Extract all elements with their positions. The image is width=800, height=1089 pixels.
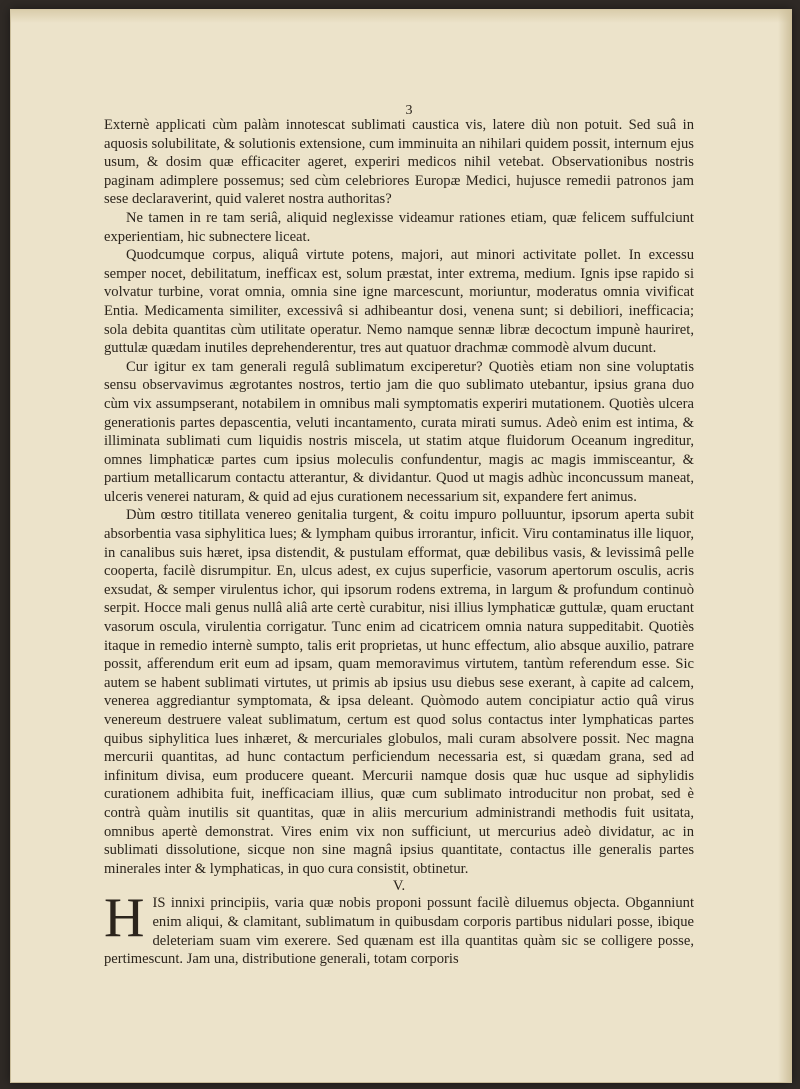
page-gutter-shadow	[778, 9, 792, 1083]
section-paragraph-text: IS innixi principiis, varia quæ nobis proponi possunt facilè diluemus objecta. Obganniunt enim aliqui, & clamitant, sublimatum in quibusdam corporis partibus nidulari posse, ibique deleteriam suam vim exerere. Sed quænam est illa quantitas quàm sic se colligere posse, pertimescunt. Jam una, distributione generali, totam corporis	[104, 895, 694, 968]
drop-cap: H	[104, 887, 145, 950]
page-edge-shadow	[10, 9, 792, 23]
book-page	[10, 9, 792, 1083]
paragraph-5: Dùm œstro titillata venereo genitalia turgent, & coitu impuro polluuntur, ipsorum aperta subit absorbentia vasa siphylitica lues; & lympham quibus irrorantur, inficit. Viru contaminatus ille liquor, in canalibus suis hæret, ipsa distendit, & pustulam efformat, quæ debilibus vasis, & levissimâ pelle cooperta, facilè disrumpitur. En, ulcus adest, ex cujus superficie, vasorum apertorum osculis, acris exsudat, & semper virulentus ichor, qui ipsorum rodens extrema, in largum & profundum continuò serpit. Hocce mali genus nullâ aliâ arte certè curabitur, nisi illius lymphaticæ guttulæ, quam eructant vasorum oscula, virulentia corrigatur. Tunc enim ad cicatricem omnia natura suppeditabit. Quotiès itaque in remedio internè sumpto, talis erit proprietas, ut hunc effectum, alio absque auxilio, patrare possit, afferendum erit eum ad ipsam, quam memoravimus virtutem, tantùm referendum esse. Sic autem se habent sublimati virtutes, ut primis ab ipsius usu diebus sese exerant, à capite ad calcem, venerea aggrediantur symptomata, & ipsa deleant. Quòmodo autem concipiatur actio quâ virus venereum destruere valeat sublimatum, certum est quod solus contactus inter lymphaticas partes quibus siphylitica lues inhæret, & mercuriales globulos, mali curam absolvere possit. Nec magna mercurii quantitas, ad hunc contactum perficiendum necessaria est, si quædam grana, sed ad infinitum divisa, eum producere queant. Mercurii namque dosis quæ huc usque ad siphylidis curationem adhibita fuit, inefficaciam illius, quæ cum sublimato introducitur non probat, sed è contrà quàm inutilis sit quantitas, quæ in aliis mercurium administrandi methodis fuit usitata, omnibus apertè demonstrat. Vires enim vix non sufficiunt, ut mercurius adeò dividatur, ac in sublimati dissolutione, sicque non sine magnâ ipsius quantitate, contactus ille generalis partes minerales inter & lymphaticas, in quo cura consistit, obtinetur.	[104, 507, 694, 877]
section-heading: V.	[392, 878, 406, 895]
section-paragraph	[104, 887, 694, 968]
paragraph-2: Ne tamen in re tam seriâ, aliquid neglexisse videamur rationes etiam, quæ felicem suffulciunt experientiam, hic subnectere liceat.	[104, 209, 694, 245]
page-number: 3	[405, 103, 413, 118]
paragraph-1: Externè applicati cùm palàm innotescat sublimati caustica vis, latere diù non potuit. Sed suâ in aquosis solubilitate, & solutionis extensione, cum imminuita an nihilari quidem possit, internum ejus usum, & dosim quæ efficaciter ageret, experiri medicos nihil vetebat. Observationibus nostris paginam adimplere possemus; sed cùm celebriores Europæ Medici, hujusce remedii patronos jam sese declaraverint, quid valeret nostra authoritas?	[104, 117, 694, 208]
paragraph-3: Quodcumque corpus, aliquâ virtute potens, majori, aut minori activitate pollet. In excessu semper nocet, debilitatum, inefficax est, solum præstat, inter extrema, medium. Ignis ipse rapido si volvatur turbine, vorat omnia, omnia sine igne marcescunt, moriuntur, moderatus omnia vivificat Entia. Medicamenta similiter, excessivâ si adhibeantur dosi, venena sunt; si debiliori, inefficacia; sola debita quantitas cùm utilitate operatur. Nemo namque sennæ libræ decoctum impunè hauriret, guttulæ quædam inutiles deprehenderentur, tres aut quatuor drachmæ commodè alvum ducunt.	[104, 247, 694, 357]
page-text-block	[104, 104, 694, 969]
paragraph-4: Cur igitur ex tam generali regulâ sublimatum exciperetur? Quotiès etiam non sine voluptatis sensu observavimus ægrotantes nostros, tertio jam die quo sublimato utebantur, ipsius grana duo cùm vix assumpserant, notabilem in omnibus mali symptomatis experiri mutationem. Quotiès ulcera generationis partes depascentia, veluti incantamento, curata mirati sumus. Adeò enim est intima, & illiminata sublimati cum liquidis nostris miscela, ut statim atque fluidorum Oceanum ingreditur, omnes limphaticæ partes cum ipsius moleculis confundentur, magis ac magis immisceantur, & partium metallicarum contactu atterantur, & dividantur. Quod ut magis adhùc inconcussum maneat, ulceris venerei naturam, & quid ad ejus curationem necessarium sit, expandere fert animus.	[104, 358, 694, 505]
